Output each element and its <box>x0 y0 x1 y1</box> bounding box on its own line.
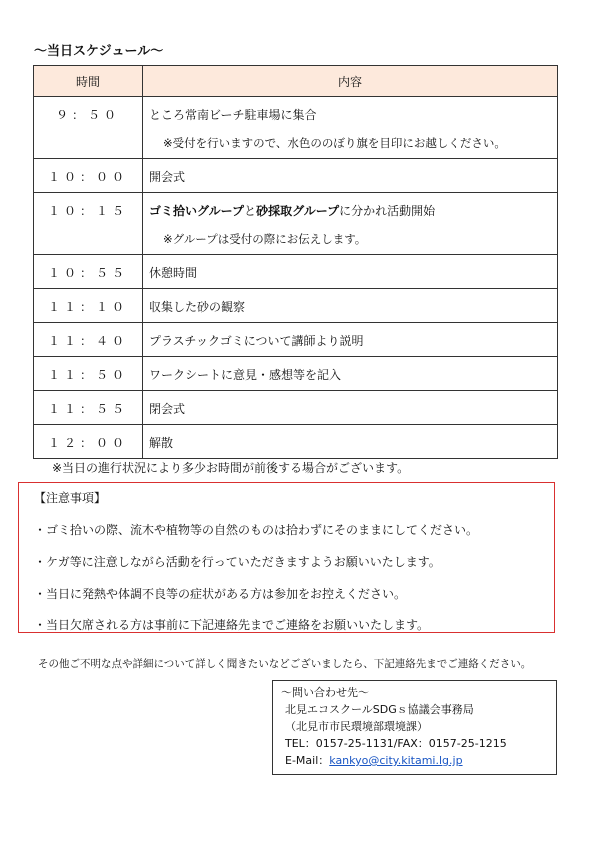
time-cell: １２：００ <box>34 425 143 459</box>
content-cell: 解散 <box>143 425 558 459</box>
content-cell: 休憩時間 <box>143 255 558 289</box>
contact-heading: ～問い合わせ先～ <box>281 686 369 699</box>
table-row <box>34 391 558 425</box>
table-row <box>34 255 558 289</box>
time-cell: １１：１０ <box>34 289 143 323</box>
time-cell: １１：５０ <box>34 357 143 391</box>
time-cell: １１：４０ <box>34 323 143 357</box>
contact-org: 北見エコスクールSDGｓ協議会事務局 <box>285 703 474 716</box>
table-row <box>34 159 558 193</box>
caution-item: ・当日欠席される方は事前に下記連絡先までご連絡をお願いいたします。 <box>34 618 430 632</box>
email-link[interactable]: kankyo@city.kitami.lg.jp <box>329 754 463 767</box>
caution-item: ・当日に発熱や体調不良等の症状がある方は参加をお控えください。 <box>34 587 407 601</box>
table-row <box>34 289 558 323</box>
content-cell: 閉会式 <box>143 391 558 425</box>
content-cell: プラスチックゴミについて講師より説明 <box>143 323 558 357</box>
content-cell <box>143 97 558 159</box>
content-note: ※受付を行いますので、水色ののぼり旗を目印にお越しください。 <box>163 136 506 150</box>
contact-tel-fax: TEL：0157-25-1131/FAX：0157-25-1215 <box>285 737 507 750</box>
table-row <box>34 323 558 357</box>
time-cell: １１：５５ <box>34 391 143 425</box>
time-cell: ９：５０ <box>34 97 143 159</box>
content-cell: ワークシートに意見・感想等を記入 <box>143 357 558 391</box>
content-text: と <box>244 204 257 218</box>
contact-intro: その他ご不明な点や詳細について詳しく聞きたいなどございましたら、下記連絡先までご連絡ください。 <box>38 658 532 670</box>
time-cell: １０：００ <box>34 159 143 193</box>
sand-group-label: 砂採取グループ <box>256 204 340 218</box>
table-header-row <box>34 66 558 97</box>
contact-dept: （北見市市民環境部環境課） <box>285 720 428 733</box>
content-column-header: 内容 <box>143 66 558 97</box>
table-row <box>34 425 558 459</box>
caution-heading: 【注意事項】 <box>34 491 107 505</box>
caution-box <box>18 482 555 633</box>
table-row <box>34 357 558 391</box>
table-row <box>34 193 558 255</box>
email-label: E-Mail： <box>285 754 330 767</box>
time-column-header: 時間 <box>34 66 143 97</box>
schedule-title: ～当日スケジュール～ <box>34 44 164 59</box>
content-text: に分かれ活動開始 <box>339 204 436 218</box>
schedule-table <box>33 65 558 459</box>
content-note: ※グループは受付の際にお伝えします。 <box>163 232 367 246</box>
schedule-remark: ※当日の進行状況により多少お時間が前後する場合がございます。 <box>52 461 410 475</box>
contact-box <box>272 680 557 775</box>
content-cell: 開会式 <box>143 159 558 193</box>
garbage-group-label: ゴミ拾いグループ <box>149 204 245 218</box>
content-text: ところ常南ビーチ駐車場に集合 <box>149 108 317 122</box>
content-cell <box>143 193 558 255</box>
contact-email-row <box>281 752 556 769</box>
table-row <box>34 97 558 159</box>
caution-item: ・ゴミ拾いの際、流木や植物等の自然のものは拾わずにそのままにしてください。 <box>34 523 479 537</box>
time-cell: １０：１５ <box>34 193 143 255</box>
time-cell: １０：５５ <box>34 255 143 289</box>
content-cell: 収集した砂の観察 <box>143 289 558 323</box>
caution-item: ・ケガ等に注意しながら活動を行っていただきますようお願いいたします。 <box>34 555 441 569</box>
